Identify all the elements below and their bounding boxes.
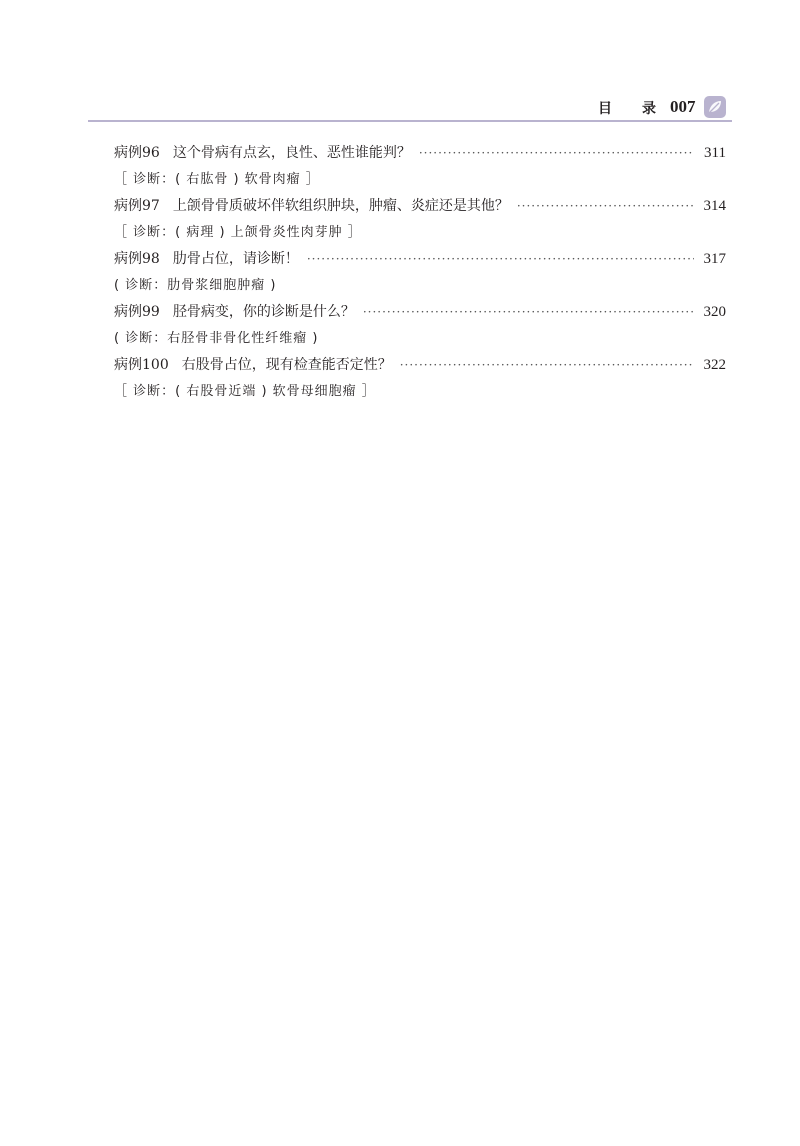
toc-entry[interactable]: [114, 246, 726, 273]
case-diagnosis: ( 诊断：右胫骨非骨化性纤维瘤 ): [114, 330, 319, 346]
case-page-number: 314: [703, 198, 726, 214]
header-page-number: 007: [670, 97, 696, 116]
header-title-char-2: 录: [642, 101, 656, 117]
toc-entry[interactable]: [114, 299, 726, 326]
header-divider: [88, 120, 732, 122]
dot-leader: [517, 193, 694, 220]
case-page-number: 311: [704, 145, 726, 161]
case-diagnosis: ［ 诊断：( 右股骨近端 ) 软骨母细胞瘤 ］: [114, 383, 376, 399]
toc-entry[interactable]: [114, 193, 726, 220]
header-title: [598, 98, 656, 118]
page-header: [0, 0, 800, 122]
dot-leader: [419, 140, 694, 167]
case-title: 右股骨占位，现有检查能否定性？: [181, 357, 392, 373]
dot-leader: [400, 352, 694, 379]
case-diagnosis: ( 诊断：肋骨浆细胞肿瘤 ): [114, 277, 277, 293]
leaf-icon: [704, 96, 726, 118]
case-diagnosis: ［ 诊断：( 右肱骨 ) 软骨肉瘤 ］: [114, 171, 320, 187]
case-label: 病例99: [114, 304, 160, 320]
dot-leader: [307, 246, 694, 273]
case-title: 上颌骨骨质破坏伴软组织肿块，肿瘤、炎症还是其他？: [172, 198, 509, 214]
case-title: 肋骨占位，请诊断！: [172, 251, 299, 267]
header-title-char-1: 目: [598, 101, 612, 117]
case-page-number: 317: [703, 251, 726, 267]
case-title: 胫骨病变，你的诊断是什么？: [172, 304, 355, 320]
case-title: 这个骨病有点玄，良性、恶性谁能判？: [172, 145, 411, 161]
case-page-number: 320: [703, 304, 726, 320]
dot-leader: [363, 299, 694, 326]
toc-entry[interactable]: [114, 140, 726, 167]
case-diagnosis: ［ 诊断：( 病理 ) 上颌骨炎性肉芽肿 ］: [114, 224, 362, 240]
case-label: 病例100: [114, 357, 169, 373]
case-label: 病例98: [114, 251, 160, 267]
case-label: 病例96: [114, 145, 160, 161]
case-page-number: 322: [703, 357, 726, 373]
table-of-contents: [114, 140, 726, 405]
case-label: 病例97: [114, 198, 160, 214]
toc-entry[interactable]: [114, 352, 726, 379]
